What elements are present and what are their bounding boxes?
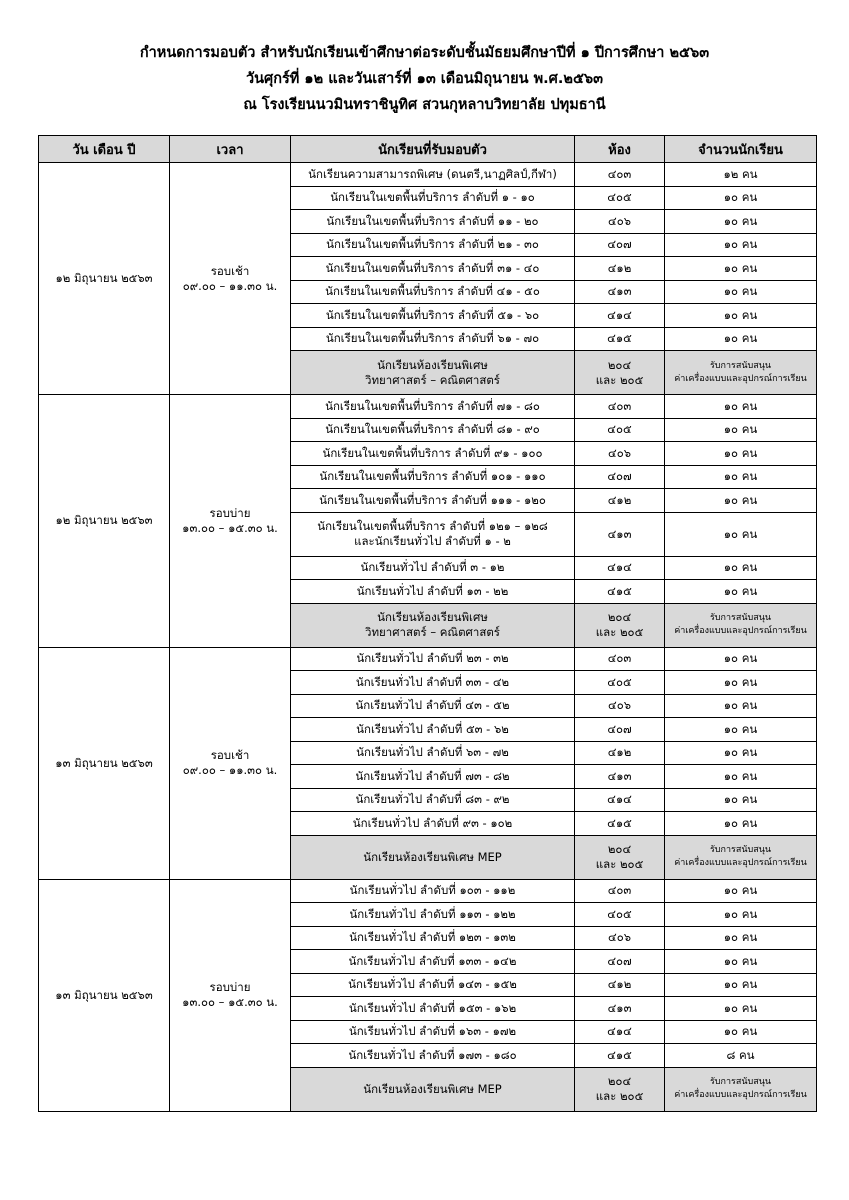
students-text: นักเรียนทั่วไป ลำดับที่ ๘๓ - ๙๒	[355, 792, 510, 807]
students-cell	[291, 903, 575, 927]
count-cell: ๑๐ คน	[665, 327, 817, 351]
students-text: นักเรียนในเขตพื้นที่บริการ ลำดับที่ ๘๑ - ๙๐	[325, 422, 540, 437]
students-text: นักเรียนทั่วไป ลำดับที่ ๓ - ๑๒	[360, 560, 505, 575]
students-text: นักเรียนทั่วไป ลำดับที่ ๕๓ - ๖๒	[356, 721, 509, 736]
count-cell: ๑๐ คน	[665, 580, 817, 604]
students-text: นักเรียนในเขตพื้นที่บริการ ลำดับที่ ๗๑ - ๘๐	[325, 398, 540, 413]
count-cell: ๑๐ คน	[665, 903, 817, 927]
students-text: นักเรียนทั่วไป ลำดับที่ ๓๓ - ๔๒	[355, 674, 510, 689]
count-cell: ๑๐ คน	[665, 788, 817, 812]
count-cell: ๑๐ คน	[665, 395, 817, 419]
date-cell: ๑๓ มิถุนายน ๒๕๖๓	[39, 647, 170, 879]
students-text: นักเรียนทั่วไป ลำดับที่ ๑๓๓ - ๑๔๒	[348, 953, 517, 968]
students-cell	[291, 163, 575, 187]
time-cell	[170, 647, 291, 879]
special-note-line1: รับการสนับสนุน	[709, 1077, 772, 1087]
room-cell: ๔๑๔	[575, 304, 665, 328]
special-note-cell	[665, 1067, 817, 1111]
students-cell	[291, 257, 575, 281]
count-cell: ๑๐ คน	[665, 418, 817, 442]
header-time: เวลา	[170, 136, 291, 163]
time-cell	[170, 879, 291, 1111]
students-text: นักเรียนทั่วไป ลำดับที่ ๔๓ - ๕๒	[355, 698, 510, 713]
header-room: ห้อง	[575, 136, 665, 163]
title-line-1: กำหนดการมอบตัว สำหรับนักเรียนเข้าศึกษาต่อระดับชั้นมัธยมศึกษาปีที่ ๑ ปีการศึกษา ๒๕๖๓	[139, 45, 710, 61]
table-row	[39, 163, 817, 187]
room-cell: ๔๑๔	[575, 556, 665, 580]
room-cell: ๔๐๗	[575, 950, 665, 974]
special-room-line1: ๒๐๔	[607, 1074, 632, 1088]
special-room-line1: ๒๐๔	[607, 357, 632, 372]
students-text: นักเรียนในเขตพื้นที่บริการ ลำดับที่ ๔๑ - ๕๐	[325, 284, 540, 299]
room-cell: ๔๑๕	[575, 812, 665, 836]
students-cell	[291, 442, 575, 466]
schedule-body	[39, 163, 817, 1112]
room-cell: ๔๐๖	[575, 210, 665, 234]
room-cell: ๔๑๓	[575, 765, 665, 789]
room-cell: ๔๑๕	[575, 580, 665, 604]
room-cell: ๔๐๖	[575, 694, 665, 718]
room-cell: ๔๐๓	[575, 879, 665, 903]
room-cell: ๔๐๗	[575, 465, 665, 489]
special-note-line2: ค่าเครื่องแบบและอุปกรณ์การเรียน	[674, 1090, 807, 1100]
time-range: ๑๓.๐๐ – ๑๕.๓๐ น.	[182, 995, 278, 1009]
room-cell: ๔๑๕	[575, 1044, 665, 1068]
count-cell: ๑๒ คน	[665, 163, 817, 187]
time-cell	[170, 395, 291, 648]
students-text: นักเรียนทั่วไป ลำดับที่ ๙๓ - ๑๐๒	[352, 815, 513, 830]
special-students-cell	[291, 1067, 575, 1111]
special-note-line2: ค่าเครื่องแบบและอุปกรณ์การเรียน	[674, 626, 807, 636]
count-cell: ๑๐ คน	[665, 973, 817, 997]
special-students-line2: วิทยาศาสตร์ – คณิตศาสตร์	[365, 372, 500, 387]
special-room-line1: ๒๐๔	[607, 842, 632, 856]
students-text: นักเรียนในเขตพื้นที่บริการ ลำดับที่ ๑๑๑ - ๑๒๐	[319, 492, 546, 507]
students-text: นักเรียนทั่วไป ลำดับที่ ๑๑๓ - ๑๒๒	[349, 906, 516, 921]
students-cell	[291, 879, 575, 903]
students-text: นักเรียนในเขตพื้นที่บริการ ลำดับที่ ๑๒๑ – ๑๒๘	[317, 519, 548, 533]
room-cell: ๔๐๕	[575, 418, 665, 442]
room-cell: ๔๐๗	[575, 718, 665, 742]
students-text: นักเรียนในเขตพื้นที่บริการ ลำดับที่ ๙๑ - ๑๐๐	[322, 445, 543, 460]
students-text: นักเรียนในเขตพื้นที่บริการ ลำดับที่ ๖๑ - ๗๐	[325, 331, 540, 346]
special-room-cell	[575, 835, 665, 879]
students-cell	[291, 418, 575, 442]
room-cell: ๔๐๕	[575, 903, 665, 927]
count-cell: ๑๐ คน	[665, 233, 817, 257]
schedule-table	[38, 135, 817, 1112]
room-cell: ๔๐๓	[575, 163, 665, 187]
room-cell: ๔๑๒	[575, 741, 665, 765]
special-room-cell	[575, 351, 665, 395]
special-note-line1: รับการสนับสนุน	[709, 613, 772, 623]
students-text: นักเรียนในเขตพื้นที่บริการ ลำดับที่ ๑๑ - ๒๐	[326, 213, 539, 228]
date-cell: ๑๒ มิถุนายน ๒๕๖๓	[39, 163, 170, 395]
students-cell	[291, 556, 575, 580]
round-label: รอบเช้า	[210, 263, 250, 278]
time-range: ๑๓.๐๐ – ๑๕.๓๐ น.	[182, 520, 278, 535]
students-cell	[291, 1044, 575, 1068]
round-label: รอบเช้า	[210, 748, 250, 762]
special-students-cell	[291, 835, 575, 879]
students-cell	[291, 210, 575, 234]
students-cell	[291, 304, 575, 328]
students-cell	[291, 718, 575, 742]
students-text: นักเรียนทั่วไป ลำดับที่ ๑๗๓ - ๑๘๐	[348, 1047, 517, 1062]
room-cell: ๔๑๒	[575, 257, 665, 281]
students-cell	[291, 280, 575, 304]
table-row	[39, 879, 817, 903]
count-cell: ๑๐ คน	[665, 741, 817, 765]
students-text: นักเรียนในเขตพื้นที่บริการ ลำดับที่ ๒๑ - ๓๐	[326, 237, 539, 252]
students-text: นักเรียนทั่วไป ลำดับที่ ๑๕๓ - ๑๖๒	[348, 1000, 517, 1015]
title-line-2: วันศุกร์ที่ ๑๒ และวันเสาร์ที่ ๑๓ เดือนมิถุนายน พ.ศ.๒๕๖๓	[245, 71, 604, 87]
special-note-cell	[665, 351, 817, 395]
count-cell: ๑๐ คน	[665, 465, 817, 489]
students-cell	[291, 512, 575, 556]
room-cell: ๔๑๕	[575, 327, 665, 351]
students-cell	[291, 395, 575, 419]
students-cell	[291, 741, 575, 765]
students-cell	[291, 489, 575, 513]
students-cell	[291, 186, 575, 210]
students-text: นักเรียนทั่วไป ลำดับที่ ๗๓ - ๘๒	[355, 768, 510, 783]
count-cell: ๑๐ คน	[665, 257, 817, 281]
count-cell: ๑๐ คน	[665, 812, 817, 836]
students-text: นักเรียนทั่วไป ลำดับที่ ๑๖๓ - ๑๗๒	[348, 1024, 517, 1039]
count-cell: ๑๐ คน	[665, 304, 817, 328]
time-range: ๐๙.๐๐ – ๑๑.๓๐ น.	[182, 763, 278, 777]
table-row	[39, 395, 817, 419]
count-cell: ๑๐ คน	[665, 280, 817, 304]
special-room-cell	[575, 1067, 665, 1111]
students-text: นักเรียนทั่วไป ลำดับที่ ๖๓ - ๗๒	[356, 745, 509, 760]
header-students: นักเรียนที่รับมอบตัว	[291, 136, 575, 163]
students-cell	[291, 812, 575, 836]
special-room-line2: และ ๒๐๕	[595, 857, 644, 871]
count-cell: ๑๐ คน	[665, 765, 817, 789]
count-cell: ๑๐ คน	[665, 950, 817, 974]
count-cell: ๑๐ คน	[665, 1020, 817, 1044]
room-cell: ๔๑๒	[575, 489, 665, 513]
count-cell: ๑๐ คน	[665, 512, 817, 556]
count-cell: ๑๐ คน	[665, 210, 817, 234]
special-note-line1: รับการสนับสนุน	[709, 845, 772, 855]
students-text: นักเรียนทั่วไป ลำดับที่ ๑๒๓ - ๑๓๒	[349, 930, 516, 945]
students-text: นักเรียนทั่วไป ลำดับที่ ๑๐๓ - ๑๑๒	[349, 883, 516, 898]
students-cell	[291, 465, 575, 489]
room-cell: ๔๐๖	[575, 926, 665, 950]
count-cell: ๑๐ คน	[665, 718, 817, 742]
room-cell: ๔๐๖	[575, 442, 665, 466]
document-title	[0, 40, 849, 118]
special-note-line2: ค่าเครื่องแบบและอุปกรณ์การเรียน	[674, 858, 807, 868]
special-note-cell	[665, 603, 817, 647]
students-cell	[291, 233, 575, 257]
room-cell: ๔๐๗	[575, 233, 665, 257]
room-cell: ๔๐๕	[575, 671, 665, 695]
students-cell	[291, 788, 575, 812]
table-row	[39, 647, 817, 671]
round-label: รอบบ่าย	[209, 505, 251, 520]
students-text: นักเรียนทั่วไป ลำดับที่ ๑๓ - ๒๒	[356, 583, 509, 598]
header-date: วัน เดือน ปี	[39, 136, 170, 163]
count-cell: ๑๐ คน	[665, 442, 817, 466]
room-cell: ๔๑๔	[575, 788, 665, 812]
room-cell: ๔๐๓	[575, 395, 665, 419]
round-label: รอบบ่าย	[209, 980, 251, 994]
room-cell: ๔๑๓	[575, 512, 665, 556]
students-cell	[291, 671, 575, 695]
special-note-line1: รับการสนับสนุน	[709, 360, 772, 371]
room-cell: ๔๑๔	[575, 1020, 665, 1044]
students-text-line2: และนักเรียนทั่วไป ลำดับที่ ๑ - ๒	[354, 534, 511, 548]
special-students-cell	[291, 603, 575, 647]
students-cell	[291, 765, 575, 789]
count-cell: ๑๐ คน	[665, 926, 817, 950]
special-students-line2: วิทยาศาสตร์ – คณิตศาสตร์	[365, 625, 500, 639]
students-cell	[291, 973, 575, 997]
time-range: ๐๙.๐๐ – ๑๑.๓๐ น.	[182, 278, 278, 293]
students-text: นักเรียนทั่วไป ลำดับที่ ๑๔๓ - ๑๕๒	[348, 977, 517, 992]
students-text: นักเรียนในเขตพื้นที่บริการ ลำดับที่ ๓๑ - ๔๐	[325, 260, 540, 275]
room-cell: ๔๐๕	[575, 186, 665, 210]
count-cell: ๑๐ คน	[665, 879, 817, 903]
special-students-line1: นักเรียนห้องเรียนพิเศษ MEP	[363, 849, 502, 864]
students-text: นักเรียนในเขตพื้นที่บริการ ลำดับที่ ๑ - ๑๐	[330, 190, 535, 205]
students-cell	[291, 327, 575, 351]
special-room-cell	[575, 603, 665, 647]
special-note-line2: ค่าเครื่องแบบและอุปกรณ์การเรียน	[674, 373, 807, 384]
special-note-cell	[665, 835, 817, 879]
count-cell: ๑๐ คน	[665, 671, 817, 695]
special-students-line1: นักเรียนห้องเรียนพิเศษ MEP	[363, 1081, 502, 1096]
header-count: จำนวนนักเรียน	[665, 136, 817, 163]
special-room-line2: และ ๒๐๕	[595, 625, 644, 639]
special-room-line2: และ ๒๐๕	[595, 372, 644, 387]
time-cell	[170, 163, 291, 395]
students-cell	[291, 1020, 575, 1044]
count-cell: ๑๐ คน	[665, 694, 817, 718]
students-text: นักเรียนความสามารถพิเศษ (ดนตรี,นาฏศิลป์,กีฬา)	[308, 166, 557, 181]
special-students-line1: นักเรียนห้องเรียนพิเศษ	[377, 357, 488, 372]
count-cell: ๑๐ คน	[665, 556, 817, 580]
students-cell	[291, 950, 575, 974]
count-cell: ๑๐ คน	[665, 997, 817, 1021]
students-cell	[291, 694, 575, 718]
students-cell	[291, 580, 575, 604]
students-text: นักเรียนในเขตพื้นที่บริการ ลำดับที่ ๕๑ - ๖๐	[325, 307, 540, 322]
date-cell: ๑๓ มิถุนายน ๒๕๖๓	[39, 879, 170, 1111]
count-cell: ๑๐ คน	[665, 186, 817, 210]
room-cell: ๔๑๓	[575, 997, 665, 1021]
special-students-cell	[291, 351, 575, 395]
room-cell: ๔๐๓	[575, 647, 665, 671]
students-cell	[291, 997, 575, 1021]
students-cell	[291, 647, 575, 671]
special-room-line2: และ ๒๐๕	[595, 1089, 644, 1103]
students-text: นักเรียนในเขตพื้นที่บริการ ลำดับที่ ๑๐๑ - ๑๑๐	[319, 469, 546, 484]
count-cell: ๑๐ คน	[665, 647, 817, 671]
room-cell: ๔๑๒	[575, 973, 665, 997]
special-students-line1: นักเรียนห้องเรียนพิเศษ	[377, 610, 488, 624]
room-cell: ๔๑๓	[575, 280, 665, 304]
table-header-row	[39, 136, 817, 163]
count-cell: ๑๐ คน	[665, 489, 817, 513]
count-cell: ๘ คน	[665, 1044, 817, 1068]
title-line-3: ณ โรงเรียนนวมินทราชินูทิศ สวนกุหลาบวิทยาลัย ปทุมธานี	[243, 97, 606, 113]
special-room-line1: ๒๐๔	[607, 610, 632, 624]
students-text: นักเรียนทั่วไป ลำดับที่ ๒๓ - ๓๒	[356, 651, 509, 666]
date-cell: ๑๒ มิถุนายน ๒๕๖๓	[39, 395, 170, 648]
students-cell	[291, 926, 575, 950]
